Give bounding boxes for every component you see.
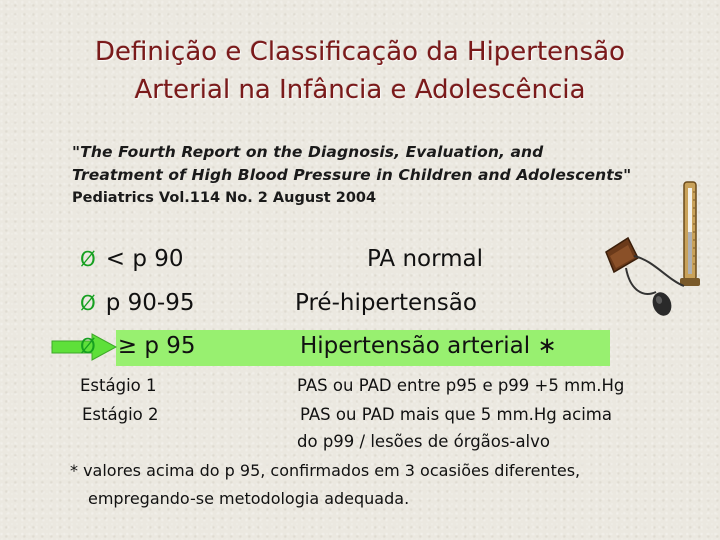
page-title-line-1: Definição e Classificação da Hipertensão (94, 37, 626, 67)
reference-citation: Pediatrics Vol.114 No. 2 August 2004 (72, 190, 377, 206)
classification-label: Pré-hipertensão (295, 290, 477, 316)
footnote-line-1: * valores acima do p 95, confirmados em 3 ocasiões diferentes, (70, 461, 581, 480)
percentile-label: < p 90 (105, 246, 184, 272)
reference-line-2: Treatment of High Blood Pressure in Children and Adolescents" (72, 166, 632, 184)
stage-1-name: Estágio 1 (80, 376, 157, 395)
classification-row (80, 246, 184, 272)
stage-2-criteria-line-1: PAS ou PAD mais que 5 mm.Hg acima (300, 405, 612, 424)
classification-label: Hipertensão arterial ∗ (300, 333, 557, 359)
page-title-line-2: Arterial na Infância e Adolescência (134, 75, 586, 105)
sphygmomanometer-icon (598, 180, 708, 324)
classification-label: PA normal (367, 246, 484, 272)
percentile-label: p 90-95 (105, 290, 195, 316)
classification-row (80, 333, 196, 359)
stage-1-criteria: PAS ou PAD entre p95 e p99 +5 mm.Hg (297, 376, 625, 395)
bullet-icon: Ø (80, 291, 96, 315)
reference-line-1: "The Fourth Report on the Diagnosis, Evaluation, and (72, 143, 544, 161)
classification-row (80, 290, 195, 316)
percentile-label: ≥ p 95 (117, 333, 196, 359)
bullet-icon: Ø (80, 334, 96, 358)
stage-2-name: Estágio 2 (82, 405, 159, 424)
bullet-icon: Ø (80, 247, 96, 271)
stage-2-criteria-line-2: do p99 / lesões de órgãos-alvo (297, 432, 550, 451)
footnote-line-2: empregando-se metodologia adequada. (88, 489, 410, 508)
